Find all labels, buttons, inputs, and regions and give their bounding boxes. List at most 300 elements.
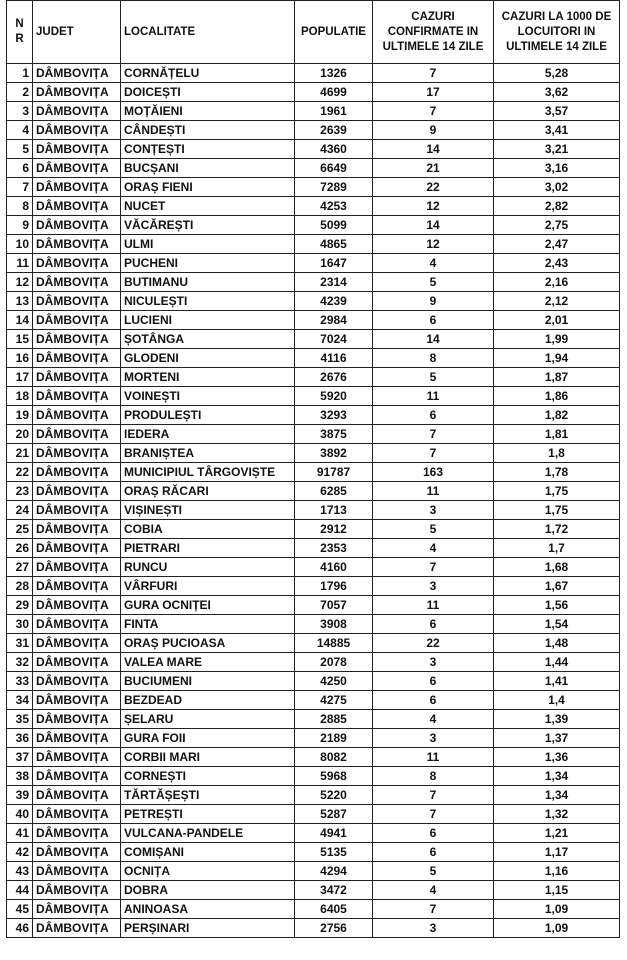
locality-cell: GLODENI [121, 349, 295, 368]
county-cell: DÂMBOVIȚA [33, 235, 121, 254]
population-cell: 3293 [295, 406, 373, 425]
cases-cell: 17 [373, 83, 494, 102]
population-cell: 4865 [295, 235, 373, 254]
rate-cell: 5,28 [494, 64, 620, 83]
locality-cell: ORAȘ RĂCARI [121, 482, 295, 501]
population-cell: 4239 [295, 292, 373, 311]
county-cell: DÂMBOVIȚA [33, 577, 121, 596]
table-row [7, 330, 620, 349]
row-number: 13 [7, 292, 33, 311]
table-row [7, 178, 620, 197]
locality-cell: BUTIMANU [121, 273, 295, 292]
table-row [7, 767, 620, 786]
rate-cell: 1,87 [494, 368, 620, 387]
population-cell: 2912 [295, 520, 373, 539]
cases-cell: 3 [373, 729, 494, 748]
locality-cell: GURA FOII [121, 729, 295, 748]
rate-cell: 1,48 [494, 634, 620, 653]
county-cell: DÂMBOVIȚA [33, 767, 121, 786]
rate-cell: 2,75 [494, 216, 620, 235]
table-row [7, 197, 620, 216]
table-row [7, 273, 620, 292]
row-number: 5 [7, 140, 33, 159]
row-number: 24 [7, 501, 33, 520]
row-number: 22 [7, 463, 33, 482]
cases-cell: 11 [373, 596, 494, 615]
row-number: 2 [7, 83, 33, 102]
locality-cell: PRODULEȘTI [121, 406, 295, 425]
cases-cell: 7 [373, 786, 494, 805]
locality-cell: PETREȘTI [121, 805, 295, 824]
cases-cell: 6 [373, 311, 494, 330]
table-row [7, 140, 620, 159]
table-row [7, 577, 620, 596]
county-cell: DÂMBOVIȚA [33, 311, 121, 330]
cases-cell: 11 [373, 482, 494, 501]
locality-cell: CORBII MARI [121, 748, 295, 767]
table-row [7, 463, 620, 482]
rate-cell: 1,86 [494, 387, 620, 406]
rate-cell: 1,39 [494, 710, 620, 729]
county-cell: DÂMBOVIȚA [33, 406, 121, 425]
rate-cell: 1,75 [494, 482, 620, 501]
row-number: 37 [7, 748, 33, 767]
rate-cell: 1,36 [494, 748, 620, 767]
population-cell: 6649 [295, 159, 373, 178]
county-cell: DÂMBOVIȚA [33, 558, 121, 577]
row-number: 27 [7, 558, 33, 577]
county-cell: DÂMBOVIȚA [33, 539, 121, 558]
population-cell: 4699 [295, 83, 373, 102]
cases-cell: 14 [373, 140, 494, 159]
cases-cell: 3 [373, 653, 494, 672]
county-cell: DÂMBOVIȚA [33, 672, 121, 691]
row-number: 28 [7, 577, 33, 596]
table-row [7, 710, 620, 729]
locality-cell: COBIA [121, 520, 295, 539]
locality-cell: ȘELARU [121, 710, 295, 729]
locality-cell: BUCIUMENI [121, 672, 295, 691]
cases-cell: 163 [373, 463, 494, 482]
locality-cell: BEZDEAD [121, 691, 295, 710]
locality-cell: GURA OCNIȚEI [121, 596, 295, 615]
row-number: 25 [7, 520, 33, 539]
cases-cell: 4 [373, 254, 494, 273]
population-cell: 4160 [295, 558, 373, 577]
locality-cell: CORNEȘTI [121, 767, 295, 786]
header-judet: JUDET [33, 1, 121, 64]
population-cell: 4360 [295, 140, 373, 159]
locality-cell: VĂCĂREȘTI [121, 216, 295, 235]
table-row [7, 881, 620, 900]
county-cell: DÂMBOVIȚA [33, 596, 121, 615]
table-row [7, 520, 620, 539]
locality-cell: VULCANA-PANDELE [121, 824, 295, 843]
locality-cell: PUCHENI [121, 254, 295, 273]
county-cell: DÂMBOVIȚA [33, 824, 121, 843]
county-cell: DÂMBOVIȚA [33, 729, 121, 748]
locality-cell: CONȚEȘTI [121, 140, 295, 159]
row-number: 33 [7, 672, 33, 691]
table-row [7, 653, 620, 672]
rate-cell: 2,43 [494, 254, 620, 273]
population-cell: 6405 [295, 900, 373, 919]
rate-cell: 1,09 [494, 900, 620, 919]
row-number: 21 [7, 444, 33, 463]
row-number: 8 [7, 197, 33, 216]
county-cell: DÂMBOVIȚA [33, 349, 121, 368]
locality-cell: VÂRFURI [121, 577, 295, 596]
cases-cell: 5 [373, 273, 494, 292]
rate-cell: 1,41 [494, 672, 620, 691]
cases-cell: 7 [373, 900, 494, 919]
row-number: 32 [7, 653, 33, 672]
county-cell: DÂMBOVIȚA [33, 482, 121, 501]
population-cell: 5099 [295, 216, 373, 235]
locality-cell: NICULEȘTI [121, 292, 295, 311]
rate-cell: 2,47 [494, 235, 620, 254]
locality-cell: OCNIȚA [121, 862, 295, 881]
cases-cell: 7 [373, 425, 494, 444]
cases-cell: 22 [373, 178, 494, 197]
rate-cell: 1,54 [494, 615, 620, 634]
row-number: 17 [7, 368, 33, 387]
table-row [7, 425, 620, 444]
county-cell: DÂMBOVIȚA [33, 786, 121, 805]
locality-cell: ORAȘ FIENI [121, 178, 295, 197]
locality-cell: VOINEȘTI [121, 387, 295, 406]
rate-cell: 1,4 [494, 691, 620, 710]
population-cell: 1961 [295, 102, 373, 121]
header-cazuri: CAZURI CONFIRMATE IN ULTIMELE 14 ZILE [373, 1, 494, 64]
row-number: 45 [7, 900, 33, 919]
rate-cell: 1,82 [494, 406, 620, 425]
cases-cell: 9 [373, 292, 494, 311]
header-rata: CAZURI LA 1000 DE LOCUITORI IN ULTIMELE 14 ZILE [494, 1, 620, 64]
table-row [7, 539, 620, 558]
cases-cell: 6 [373, 843, 494, 862]
rate-cell: 1,44 [494, 653, 620, 672]
locality-cell: IEDERA [121, 425, 295, 444]
locality-cell: TĂRTĂȘEȘTI [121, 786, 295, 805]
rate-cell: 1,68 [494, 558, 620, 577]
county-cell: DÂMBOVIȚA [33, 919, 121, 938]
locality-cell: DOBRA [121, 881, 295, 900]
locality-cell: RUNCU [121, 558, 295, 577]
locality-cell: PERȘINARI [121, 919, 295, 938]
cases-cell: 5 [373, 862, 494, 881]
table-row [7, 159, 620, 178]
locality-cell: FINTA [121, 615, 295, 634]
row-number: 46 [7, 919, 33, 938]
population-cell: 2756 [295, 919, 373, 938]
rate-cell: 1,72 [494, 520, 620, 539]
rate-cell: 2,12 [494, 292, 620, 311]
cases-cell: 3 [373, 501, 494, 520]
table-row [7, 919, 620, 938]
rate-cell: 1,34 [494, 786, 620, 805]
table-row [7, 102, 620, 121]
rate-cell: 1,78 [494, 463, 620, 482]
locality-cell: VIȘINEȘTI [121, 501, 295, 520]
row-number: 12 [7, 273, 33, 292]
table-row [7, 216, 620, 235]
population-cell: 7024 [295, 330, 373, 349]
rate-cell: 2,82 [494, 197, 620, 216]
population-cell: 1713 [295, 501, 373, 520]
cases-cell: 21 [373, 159, 494, 178]
locality-cell: NUCET [121, 197, 295, 216]
rate-cell: 1,21 [494, 824, 620, 843]
rate-cell: 2,16 [494, 273, 620, 292]
locality-cell: ULMI [121, 235, 295, 254]
rate-cell: 2,01 [494, 311, 620, 330]
row-number: 43 [7, 862, 33, 881]
row-number: 23 [7, 482, 33, 501]
table-row [7, 349, 620, 368]
population-cell: 2189 [295, 729, 373, 748]
rate-cell: 1,81 [494, 425, 620, 444]
cases-cell: 12 [373, 197, 494, 216]
rate-cell: 1,75 [494, 501, 620, 520]
cases-cell: 11 [373, 748, 494, 767]
county-cell: DÂMBOVIȚA [33, 520, 121, 539]
rate-cell: 1,34 [494, 767, 620, 786]
population-cell: 5287 [295, 805, 373, 824]
table-body [7, 64, 620, 938]
county-cell: DÂMBOVIȚA [33, 330, 121, 349]
table-header-row [7, 1, 620, 64]
table-row [7, 558, 620, 577]
table-row [7, 786, 620, 805]
cases-cell: 14 [373, 216, 494, 235]
cases-cell: 4 [373, 539, 494, 558]
county-cell: DÂMBOVIȚA [33, 102, 121, 121]
county-cell: DÂMBOVIȚA [33, 425, 121, 444]
population-cell: 2314 [295, 273, 373, 292]
cases-cell: 3 [373, 577, 494, 596]
locality-cell: BRANIȘTEA [121, 444, 295, 463]
row-number: 38 [7, 767, 33, 786]
locality-cell: CÂNDEȘTI [121, 121, 295, 140]
cases-cell: 6 [373, 672, 494, 691]
county-cell: DÂMBOVIȚA [33, 216, 121, 235]
table-row [7, 805, 620, 824]
population-cell: 2885 [295, 710, 373, 729]
population-cell: 2353 [295, 539, 373, 558]
rate-cell: 1,56 [494, 596, 620, 615]
rate-cell: 3,16 [494, 159, 620, 178]
row-number: 3 [7, 102, 33, 121]
cases-cell: 12 [373, 235, 494, 254]
rate-cell: 3,41 [494, 121, 620, 140]
table-row [7, 368, 620, 387]
population-cell: 5220 [295, 786, 373, 805]
locality-cell: DOICEȘTI [121, 83, 295, 102]
row-number: 7 [7, 178, 33, 197]
cases-cell: 7 [373, 805, 494, 824]
rate-cell: 1,7 [494, 539, 620, 558]
header-nr: N R [7, 1, 33, 64]
county-cell: DÂMBOVIȚA [33, 710, 121, 729]
county-cell: DÂMBOVIȚA [33, 805, 121, 824]
county-cell: DÂMBOVIȚA [33, 273, 121, 292]
locality-cell: LUCIENI [121, 311, 295, 330]
rate-cell: 3,62 [494, 83, 620, 102]
population-cell: 3875 [295, 425, 373, 444]
rate-cell: 1,99 [494, 330, 620, 349]
county-cell: DÂMBOVIȚA [33, 501, 121, 520]
population-cell: 14885 [295, 634, 373, 653]
cases-cell: 8 [373, 767, 494, 786]
county-cell: DÂMBOVIȚA [33, 843, 121, 862]
locality-cell: MORTENI [121, 368, 295, 387]
population-cell: 4294 [295, 862, 373, 881]
county-cell: DÂMBOVIȚA [33, 368, 121, 387]
row-number: 10 [7, 235, 33, 254]
county-cell: DÂMBOVIȚA [33, 292, 121, 311]
cases-cell: 9 [373, 121, 494, 140]
population-cell: 3892 [295, 444, 373, 463]
row-number: 30 [7, 615, 33, 634]
row-number: 4 [7, 121, 33, 140]
rate-cell: 3,21 [494, 140, 620, 159]
cases-cell: 7 [373, 558, 494, 577]
table-row [7, 121, 620, 140]
county-cell: DÂMBOVIȚA [33, 900, 121, 919]
population-cell: 1647 [295, 254, 373, 273]
row-number: 34 [7, 691, 33, 710]
table-row [7, 596, 620, 615]
table-row [7, 387, 620, 406]
cases-cell: 11 [373, 387, 494, 406]
table-row [7, 634, 620, 653]
cases-cell: 5 [373, 520, 494, 539]
table-row [7, 444, 620, 463]
county-cell: DÂMBOVIȚA [33, 387, 121, 406]
rate-cell: 1,8 [494, 444, 620, 463]
row-number: 39 [7, 786, 33, 805]
rate-cell: 1,09 [494, 919, 620, 938]
row-number: 20 [7, 425, 33, 444]
row-number: 9 [7, 216, 33, 235]
row-number: 18 [7, 387, 33, 406]
table-row [7, 862, 620, 881]
county-cell: DÂMBOVIȚA [33, 634, 121, 653]
table-row [7, 292, 620, 311]
rate-cell: 3,57 [494, 102, 620, 121]
rate-cell: 1,67 [494, 577, 620, 596]
cases-cell: 4 [373, 881, 494, 900]
row-number: 41 [7, 824, 33, 843]
county-cell: DÂMBOVIȚA [33, 748, 121, 767]
row-number: 29 [7, 596, 33, 615]
county-cell: DÂMBOVIȚA [33, 881, 121, 900]
table-row [7, 615, 620, 634]
locality-cell: MOȚĂIENI [121, 102, 295, 121]
county-cell: DÂMBOVIȚA [33, 140, 121, 159]
population-cell: 3472 [295, 881, 373, 900]
cases-cell: 3 [373, 919, 494, 938]
cases-cell: 6 [373, 824, 494, 843]
row-number: 44 [7, 881, 33, 900]
table-row [7, 824, 620, 843]
locality-cell: ANINOASA [121, 900, 295, 919]
rate-cell: 1,15 [494, 881, 620, 900]
population-cell: 7289 [295, 178, 373, 197]
population-cell: 4250 [295, 672, 373, 691]
population-cell: 2676 [295, 368, 373, 387]
population-cell: 2078 [295, 653, 373, 672]
table-row [7, 748, 620, 767]
locality-cell: VALEA MARE [121, 653, 295, 672]
population-cell: 4941 [295, 824, 373, 843]
population-cell: 1326 [295, 64, 373, 83]
row-number: 40 [7, 805, 33, 824]
population-cell: 4275 [295, 691, 373, 710]
row-number: 11 [7, 254, 33, 273]
row-number: 15 [7, 330, 33, 349]
table-row [7, 64, 620, 83]
row-number: 19 [7, 406, 33, 425]
row-number: 31 [7, 634, 33, 653]
locality-cell: COMIȘANI [121, 843, 295, 862]
rate-cell: 1,94 [494, 349, 620, 368]
population-cell: 4116 [295, 349, 373, 368]
county-cell: DÂMBOVIȚA [33, 83, 121, 102]
population-cell: 91787 [295, 463, 373, 482]
county-cell: DÂMBOVIȚA [33, 862, 121, 881]
table-row [7, 900, 620, 919]
row-number: 26 [7, 539, 33, 558]
table-row [7, 235, 620, 254]
county-cell: DÂMBOVIȚA [33, 653, 121, 672]
table-row [7, 691, 620, 710]
cases-cell: 7 [373, 64, 494, 83]
header-localitate: LOCALITATE [121, 1, 295, 64]
table-row [7, 729, 620, 748]
table-row [7, 501, 620, 520]
county-cell: DÂMBOVIȚA [33, 197, 121, 216]
county-cell: DÂMBOVIȚA [33, 615, 121, 634]
row-number: 16 [7, 349, 33, 368]
row-number: 35 [7, 710, 33, 729]
county-cell: DÂMBOVIȚA [33, 121, 121, 140]
cases-cell: 7 [373, 444, 494, 463]
rate-cell: 1,16 [494, 862, 620, 881]
population-cell: 8082 [295, 748, 373, 767]
row-number: 14 [7, 311, 33, 330]
cases-cell: 6 [373, 406, 494, 425]
cases-cell: 14 [373, 330, 494, 349]
population-cell: 2639 [295, 121, 373, 140]
cases-cell: 22 [373, 634, 494, 653]
row-number: 1 [7, 64, 33, 83]
cases-cell: 4 [373, 710, 494, 729]
county-cell: DÂMBOVIȚA [33, 64, 121, 83]
population-cell: 1796 [295, 577, 373, 596]
rate-cell: 3,02 [494, 178, 620, 197]
locality-cell: ȘOTÂNGA [121, 330, 295, 349]
population-cell: 5920 [295, 387, 373, 406]
table-row [7, 311, 620, 330]
rate-cell: 1,17 [494, 843, 620, 862]
rate-cell: 1,32 [494, 805, 620, 824]
population-cell: 7057 [295, 596, 373, 615]
population-cell: 3908 [295, 615, 373, 634]
header-populatie: POPULATIE [295, 1, 373, 64]
locality-cell: ORAȘ PUCIOASA [121, 634, 295, 653]
